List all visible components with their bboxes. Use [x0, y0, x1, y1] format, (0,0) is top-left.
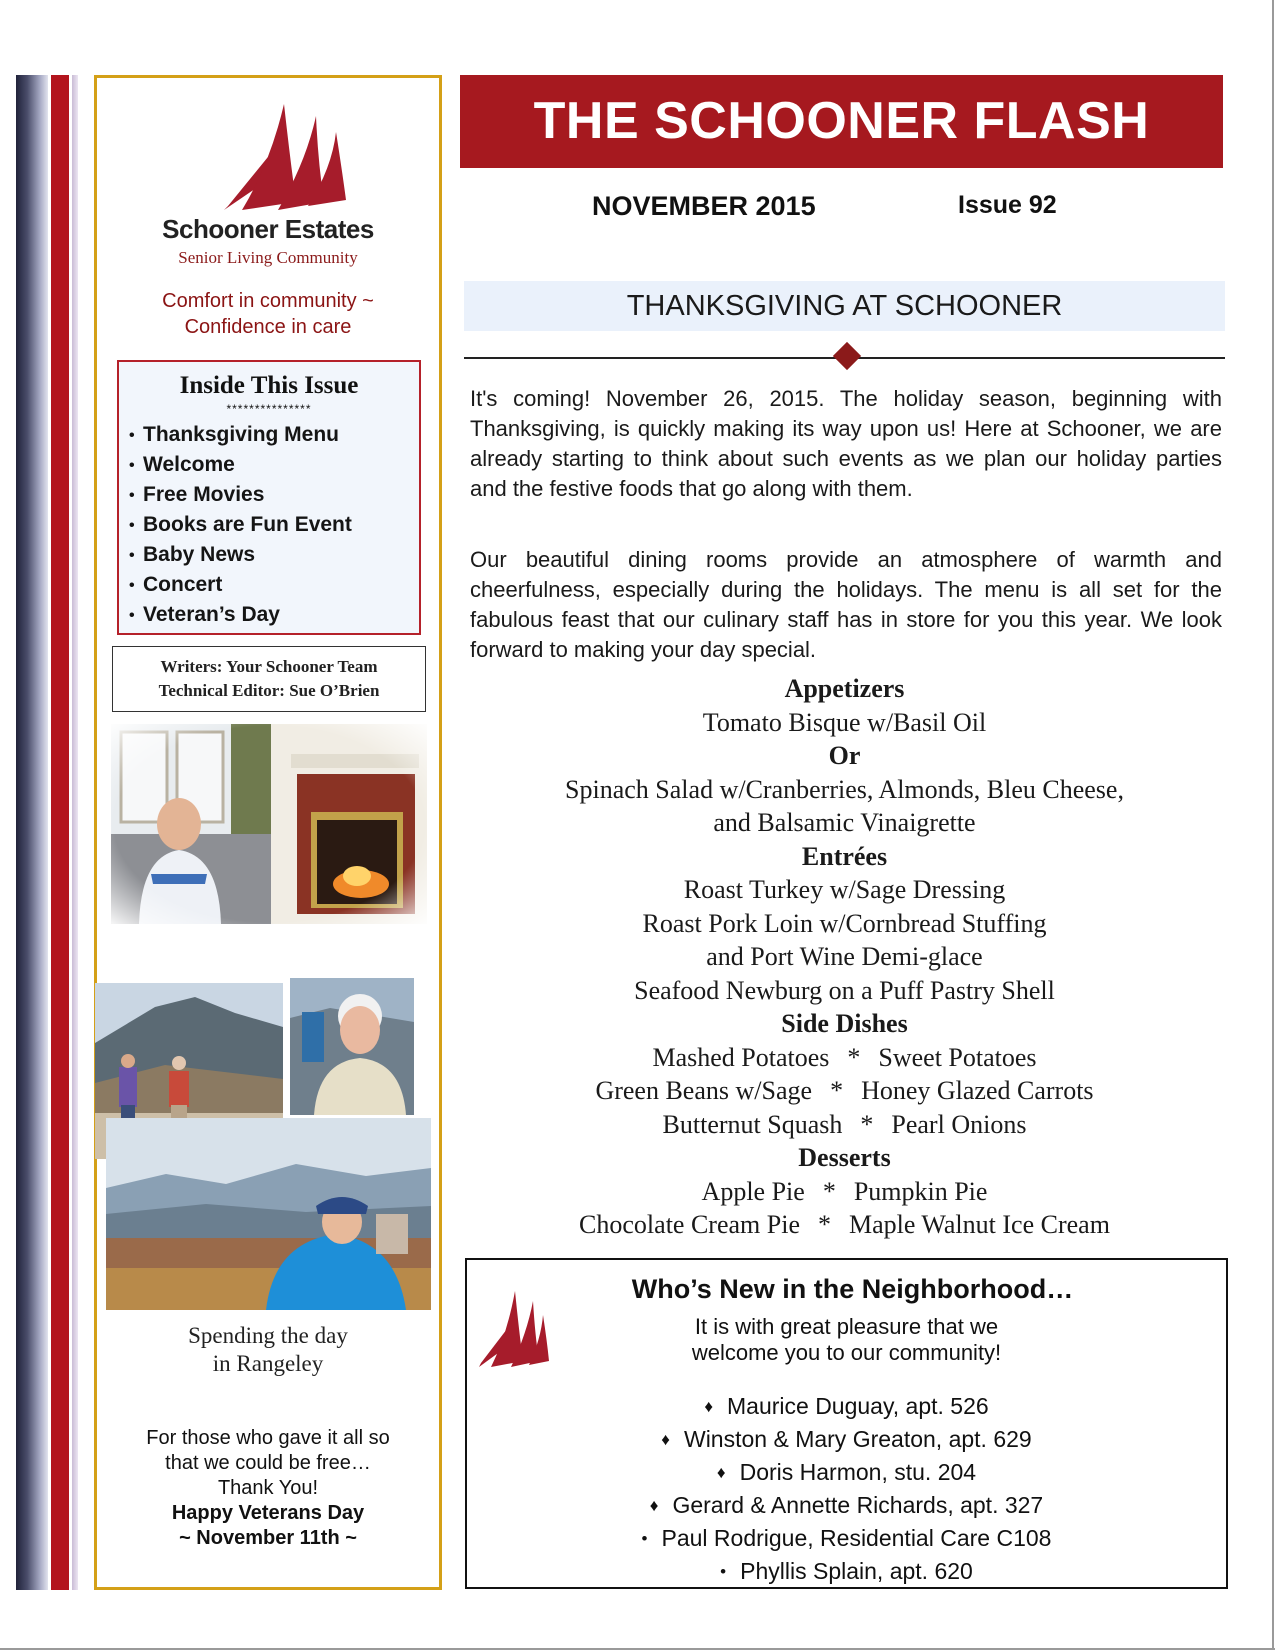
menu-item: and Balsamic Vinaigrette	[713, 808, 976, 837]
resident-item	[467, 1489, 1226, 1522]
tagline-line-1: Comfort in community ~	[162, 290, 374, 312]
menu-item: Seafood Newburg on a Puff Pastry Shell	[634, 975, 1055, 1005]
menu-item: Tomato Bisque w/Basil Oil	[702, 707, 987, 737]
new-residents-list	[467, 1390, 1226, 1588]
veterans-line-1: For those who gave it all so	[146, 1427, 390, 1449]
tagline-line-2: Confidence in care	[184, 316, 352, 338]
toc-item-label: Books are Fun Event	[143, 513, 352, 536]
article-heading: THANKSGIVING AT SCHOONER	[464, 281, 1225, 331]
editor-credit: Technical Editor: Sue O’Brien	[158, 681, 380, 700]
toc-item	[129, 480, 352, 510]
article-paragraph-1: It's coming! November 26, 2015. The holiday season, beginning with Thanksgiving, is quickly making its way upon us! Here at Schooner, we are already starting to think about such events as we plan our holiday parties and the festive foods that go along with them.	[470, 386, 1222, 501]
bullet-icon: •	[129, 487, 135, 504]
menu-heading-entrees: Entrées	[801, 841, 888, 871]
diamond-bullet-icon: ♦	[716, 1463, 726, 1482]
veterans-day-message	[97, 1426, 439, 1551]
brand-subtitle: Senior Living Community	[178, 248, 358, 267]
thanksgiving-menu	[464, 672, 1225, 1242]
bullet-icon: •	[129, 547, 135, 564]
menu-row	[464, 1108, 1225, 1142]
veterans-line-5: ~ November 11th ~	[179, 1527, 357, 1549]
inside-this-issue-list	[129, 420, 352, 630]
resident-item	[467, 1456, 1226, 1489]
menu-row	[464, 1175, 1225, 1209]
toc-item-label: Concert	[143, 573, 223, 596]
menu-heading-side-dishes: Side Dishes	[781, 1009, 908, 1038]
issue-date: NOVEMBER 2015	[592, 191, 816, 221]
menu-row	[464, 1208, 1225, 1242]
diamond-bullet-icon: ♦	[649, 1496, 659, 1515]
resident-item	[467, 1522, 1226, 1555]
diamond-bullet-icon: ♦	[704, 1397, 713, 1416]
menu-item: Pearl Onions	[891, 1109, 1027, 1139]
menu-heading-desserts: Desserts	[798, 1143, 891, 1172]
diamond-bullet-icon: ♦	[661, 1430, 670, 1449]
veterans-line-2: that we could be free…	[165, 1452, 371, 1474]
resident-name: Doris Harmon, stu. 204	[739, 1459, 977, 1485]
welcome-line-2: welcome you to our community!	[691, 1340, 1002, 1365]
credits-box	[112, 646, 426, 712]
toc-item-label: Welcome	[143, 453, 235, 476]
inside-this-issue-title: Inside This Issue	[179, 372, 359, 399]
menu-heading-appetizers: Appetizers	[784, 674, 905, 703]
menu-separator: *	[822, 1176, 836, 1206]
caption-line-2: in Rangeley	[212, 1351, 324, 1376]
decorative-stripe-lavender	[72, 75, 78, 1590]
resident-name: Maurice Duguay, apt. 526	[727, 1393, 989, 1419]
newsletter-masthead: THE SCHOONER FLASH	[460, 75, 1223, 168]
menu-item: Maple Walnut Ice Cream	[848, 1210, 1110, 1239]
menu-item: Honey Glazed Carrots	[861, 1076, 1094, 1105]
resident-name: Paul Rodrigue, Residential Care C108	[661, 1525, 1052, 1551]
toc-item	[129, 540, 352, 570]
bullet-icon: •	[129, 577, 135, 594]
resident-item	[467, 1423, 1226, 1456]
menu-or: Or	[828, 741, 861, 770]
veterans-line-3: Thank You!	[217, 1477, 319, 1499]
bullet-icon: •	[129, 427, 135, 444]
writers-credit: Writers: Your Schooner Team	[160, 657, 378, 676]
bullet-icon: •	[720, 1562, 727, 1581]
photo-smiling-resident	[290, 978, 414, 1115]
menu-item: Roast Turkey w/Sage Dressing	[683, 875, 1006, 904]
menu-separator: *	[847, 1042, 861, 1072]
photo-caption	[97, 1322, 439, 1378]
resident-name: Gerard & Annette Richards, apt. 327	[672, 1492, 1044, 1518]
toc-item	[129, 420, 352, 450]
bullet-icon: •	[129, 457, 135, 474]
menu-separator: *	[860, 1109, 874, 1139]
menu-item: Pumpkin Pie	[853, 1176, 988, 1206]
photo-resident-by-fireplace	[111, 724, 427, 924]
welcome-line-1: It is with great pleasure that we	[694, 1314, 999, 1339]
menu-item: Chocolate Cream Pie	[579, 1210, 800, 1239]
photo-mountain-vista	[106, 1118, 431, 1310]
toc-item-label: Baby News	[143, 543, 256, 566]
menu-item: Butternut Squash	[662, 1109, 843, 1139]
new-residents-title: Who’s New in the Neighborhood…	[631, 1274, 1074, 1304]
resident-item	[467, 1555, 1226, 1588]
decorative-stripe-navy	[16, 75, 48, 1590]
veterans-line-4: Happy Veterans Day	[171, 1502, 365, 1524]
menu-separator: *	[817, 1210, 831, 1239]
menu-item: Apple Pie	[701, 1176, 805, 1206]
toc-item-label: Thanksgiving Menu	[143, 423, 340, 446]
resident-item	[467, 1390, 1226, 1423]
decorative-asterisk-rule: ***************	[226, 402, 312, 416]
diamond-divider-icon	[833, 342, 861, 370]
resident-name: Phyllis Splain, apt. 620	[740, 1558, 973, 1584]
toc-item-label: Free Movies	[143, 483, 265, 506]
toc-item	[129, 510, 352, 540]
toc-item	[129, 600, 352, 630]
menu-item: Mashed Potatoes	[652, 1042, 830, 1072]
brand-name: Schooner Estates	[162, 214, 374, 244]
menu-row	[464, 1041, 1225, 1075]
menu-separator: *	[830, 1076, 844, 1105]
bullet-icon: •	[641, 1529, 648, 1548]
page-edge-right	[1272, 0, 1274, 1650]
issue-number: Issue 92	[958, 191, 1057, 219]
menu-item: and Port Wine Demi-glace	[706, 942, 983, 971]
caption-line-1: Spending the day	[188, 1323, 348, 1348]
menu-item: Roast Pork Loin w/Cornbread Stuffing	[642, 908, 1047, 938]
decorative-stripe-red	[51, 75, 69, 1590]
menu-item: Sweet Potatoes	[878, 1042, 1037, 1072]
bullet-icon: •	[129, 517, 135, 534]
welcome-message	[467, 1314, 1226, 1366]
inside-this-issue-box	[117, 360, 421, 635]
toc-item	[129, 450, 352, 480]
bullet-icon: •	[129, 607, 135, 624]
menu-item: Spinach Salad w/Cranberries, Almonds, Bleu Cheese,	[565, 774, 1124, 804]
menu-item: Green Beans w/Sage	[595, 1076, 813, 1105]
schooner-sails-logo	[212, 102, 352, 214]
sidebar	[94, 75, 442, 1590]
resident-name: Winston & Mary Greaton, apt. 629	[683, 1426, 1032, 1452]
article-paragraph-2: Our beautiful dining rooms provide an atmosphere of warmth and cheerfulness, especially during the holidays. The menu is all set for the fabulous feast that our culinary staff has in store for you this year. We look forward to making your day special.	[470, 547, 1222, 662]
new-residents-box	[465, 1258, 1228, 1589]
toc-item	[129, 570, 352, 600]
tagline	[97, 288, 439, 340]
toc-item-label: Veteran’s Day	[143, 603, 280, 626]
menu-row	[464, 1074, 1225, 1108]
